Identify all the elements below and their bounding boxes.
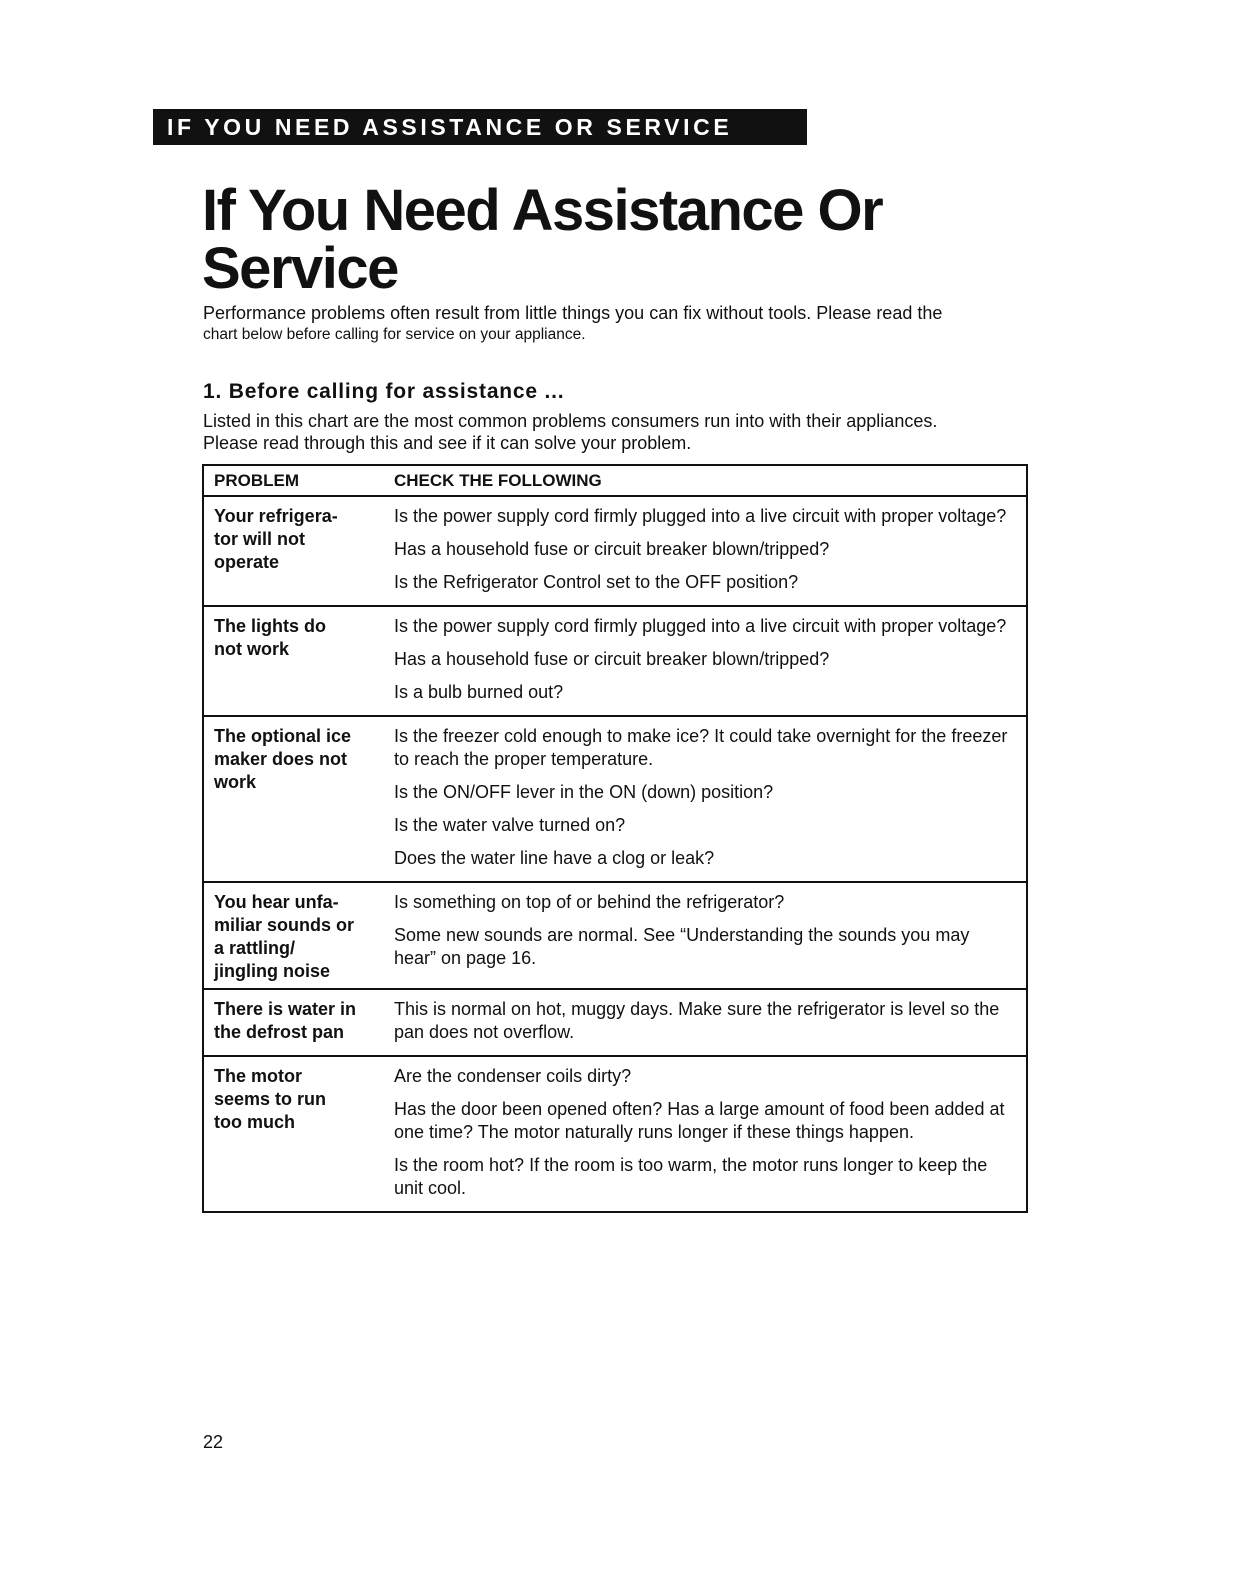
page-title — [202, 178, 1102, 301]
check-item: Does the water line have a clog or leak? — [394, 848, 715, 868]
check-cell — [394, 611, 1026, 710]
table-row — [204, 717, 1026, 883]
check-item: Is the power supply cord firmly plugged into a live circuit with proper voltage? — [394, 506, 1007, 526]
column-header-problem: PROBLEM — [214, 470, 299, 490]
table-row — [204, 1057, 1026, 1211]
section-intro-line-2: Please read through this and see if it can solve your problem. — [203, 433, 692, 453]
problem-cell: The optional ice maker does not work — [214, 726, 352, 792]
check-item: Is the Refrigerator Control set to the OFF position? — [394, 572, 799, 592]
problem-cell: The lights do not work — [214, 616, 326, 659]
section-banner: IF YOU NEED ASSISTANCE OR SERVICE — [153, 109, 807, 145]
page-title-line-1: If You Need Assistance Or — [202, 178, 883, 243]
section-heading: 1. Before calling for assistance ... — [203, 380, 565, 403]
check-item: Has the door been opened often? Has a large amount of food been added at one time? The motor naturally runs longer if these things happen. — [394, 1099, 1005, 1142]
problem-cell: You hear unfa- miliar sounds or a rattling/ jingling noise — [214, 892, 355, 981]
check-item: This is normal on hot, muggy days. Make sure the refrigerator is level so the pan does not overflow. — [394, 999, 1000, 1042]
check-item: Is a bulb burned out? — [394, 682, 564, 702]
check-item: Is the power supply cord firmly plugged into a live circuit with proper voltage? — [394, 616, 1007, 636]
troubleshooting-chart — [202, 464, 1028, 1213]
check-item: Is the room hot? If the room is too warm, the motor runs longer to keep the unit cool. — [394, 1155, 988, 1198]
check-cell — [394, 1061, 1026, 1206]
intro-line-1: Performance problems often result from little things you can fix without tools. Please read the — [203, 303, 943, 323]
check-item: Is the ON/OFF lever in the ON (down) position? — [394, 782, 774, 802]
table-row — [204, 990, 1026, 1057]
intro-paragraph — [203, 302, 1103, 346]
page-number: 22 — [203, 1432, 224, 1452]
intro-line-2: chart below before calling for service on your appliance. — [203, 326, 586, 343]
check-item: Is the water valve turned on? — [394, 815, 626, 835]
page-title-line-2: Service — [202, 236, 398, 301]
check-item: Has a household fuse or circuit breaker blown/tripped? — [394, 649, 830, 669]
check-item: Is something on top of or behind the refrigerator? — [394, 892, 785, 912]
check-item: Has a household fuse or circuit breaker blown/tripped? — [394, 539, 830, 559]
check-cell — [394, 994, 1026, 1050]
check-cell — [394, 501, 1026, 600]
check-cell — [394, 887, 1026, 983]
table-row — [204, 607, 1026, 717]
problem-cell: There is water in the defrost pan — [214, 999, 357, 1042]
section-intro-line-1: Listed in this chart are the most common problems consumers run into with their appliances. — [203, 411, 938, 431]
check-item: Some new sounds are normal. See “Understanding the sounds you may hear” on page 16. — [394, 925, 970, 968]
table-row — [204, 497, 1026, 607]
problem-cell: Your refrigera- tor will not operate — [214, 506, 338, 572]
chart-header-row — [204, 466, 1026, 497]
check-cell — [394, 721, 1026, 876]
check-item: Are the condenser coils dirty? — [394, 1066, 632, 1086]
problem-cell: The motor seems to run too much — [214, 1066, 327, 1132]
chart-body — [204, 497, 1026, 1211]
check-item: Is the freezer cold enough to make ice? It could take overnight for the freezer to reach the proper temperature. — [394, 726, 1008, 769]
section-intro — [203, 410, 1083, 454]
column-header-check: CHECK THE FOLLOWING — [394, 470, 602, 490]
table-row — [204, 883, 1026, 990]
